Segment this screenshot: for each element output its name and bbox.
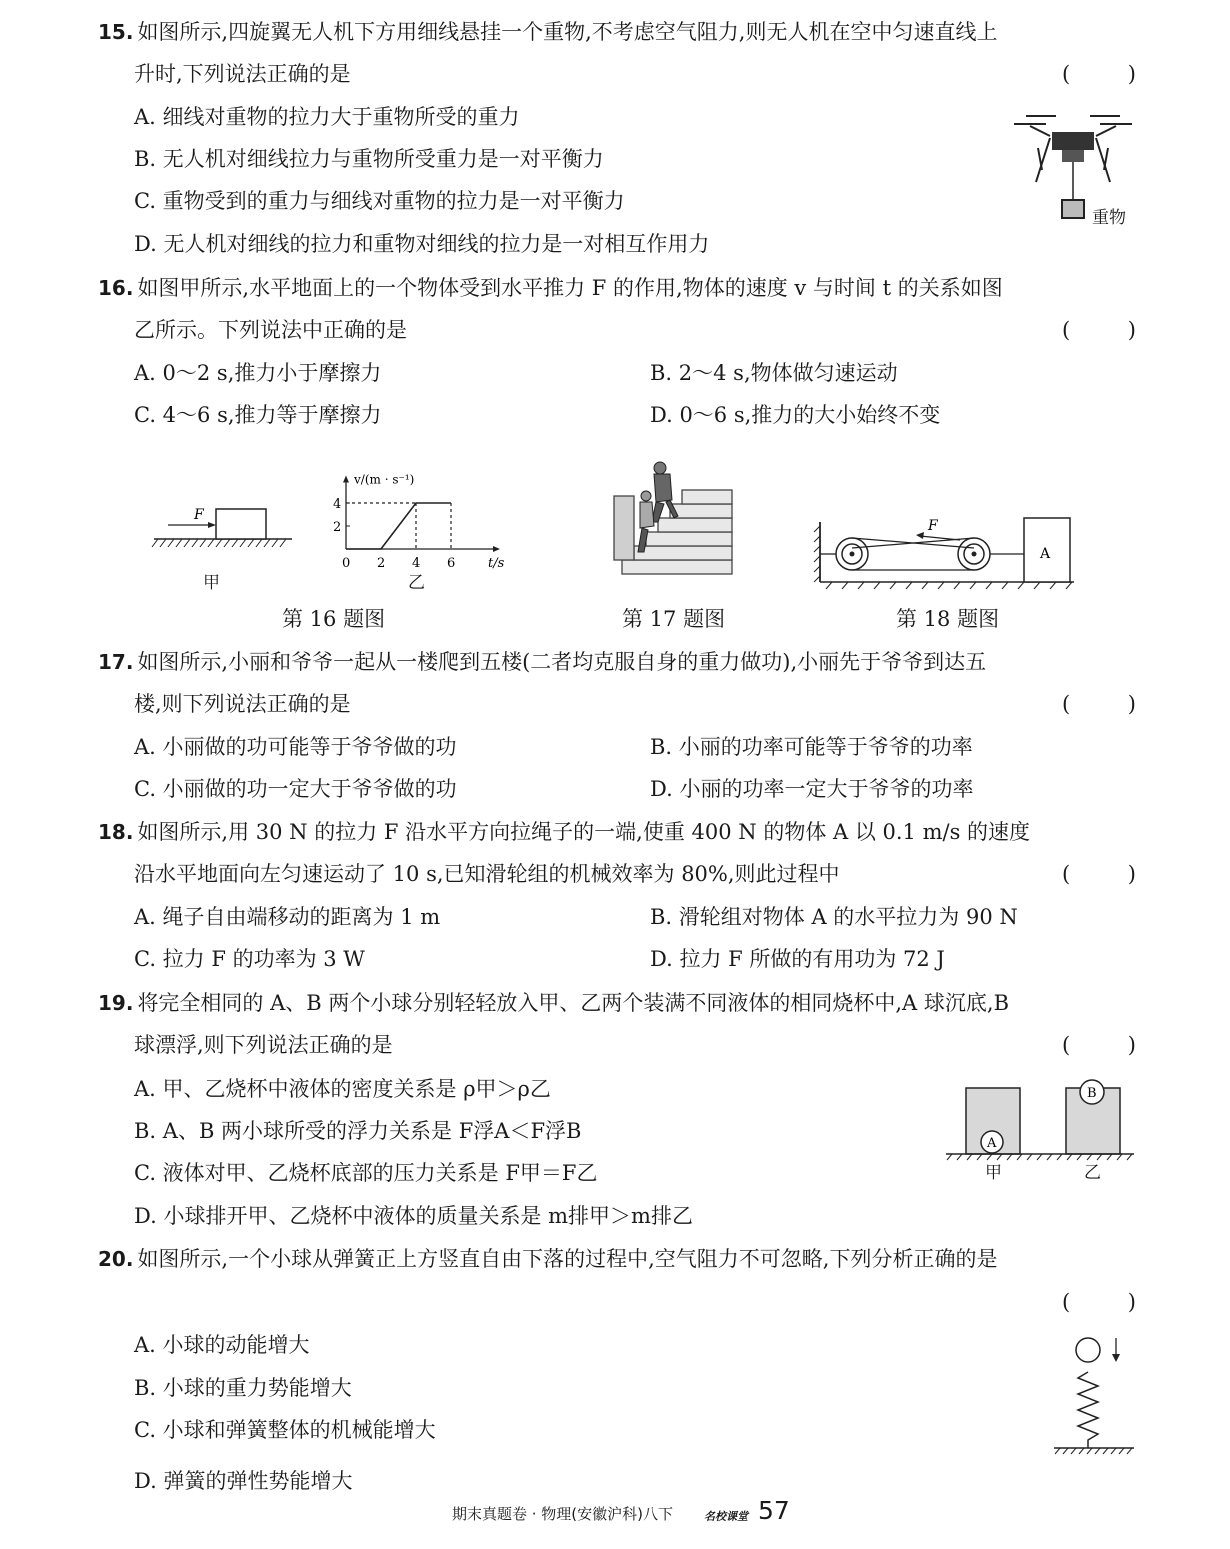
page-number: 57 (758, 1496, 790, 1525)
pulley-figure (812, 512, 1078, 592)
beaker-yi-label: 乙 (1084, 1163, 1101, 1183)
y-tick-label: 2 (333, 520, 342, 535)
q19-option-d: D. 小球排开甲、乙烧杯中液体的质量关系是 m排甲＞m排乙 (134, 1204, 693, 1228)
x-tick-label: 6 (447, 556, 456, 571)
q15-option-b: B. 无人机对细线拉力与重物所受重力是一对平衡力 (134, 147, 604, 171)
beaker-jia-label: 甲 (985, 1163, 1002, 1183)
q18-option-b: B. 滑轮组对物体 A 的水平拉力为 90 N (650, 905, 1018, 929)
question-number: 17. (98, 650, 134, 674)
question-number: 20. (98, 1247, 134, 1271)
q17-option-b: B. 小丽的功率可能等于爷爷的功率 (650, 735, 973, 759)
y-axis-label: v/(m · s⁻¹) (354, 472, 415, 487)
q18-option-c: C. 拉力 F 的功率为 3 W (134, 947, 365, 971)
push-block-figure (150, 495, 300, 555)
q17-option-d: D. 小丽的功率一定大于爷爷的功率 (650, 777, 974, 801)
q16-stem-line2: 乙所示。下列说法中正确的是 (134, 318, 407, 342)
q16-option-c: C. 4～6 s,推力等于摩擦力 (134, 403, 382, 427)
q18-stem-line1: 18. 如图所示,用 30 N 的拉力 F 沿水平方向拉绳子的一端,使重 400 N 的物体 A 以 0.1 m/s 的速度 (98, 820, 1031, 844)
q15-option-c: C. 重物受到的重力与细线对重物的拉力是一对平衡力 (134, 189, 625, 213)
q17-stem-line1: 17. 如图所示,小丽和爷爷一起从一楼爬到五楼(二者均克服自身的重力做功),小丽先于爷爷到达五 (98, 650, 987, 674)
answer-bracket: ( ) (1062, 1290, 1136, 1314)
q20-option-b: B. 小球的重力势能增大 (134, 1376, 352, 1400)
beakers-figure (944, 1074, 1136, 1166)
q17-option-a: A. 小丽做的功可能等于爷爷做的功 (134, 735, 457, 759)
y-tick-label: 4 (333, 497, 342, 512)
x-tick-label: 2 (377, 556, 386, 571)
x-axis-arrow (493, 546, 500, 552)
q15-stem-line1: 15. 如图所示,四旋翼无人机下方用细线悬挂一个重物,不考虑空气阻力,则无人机在空中匀速直线上 (98, 20, 998, 44)
q20-option-a: A. 小球的动能增大 (134, 1333, 310, 1357)
q17-option-c: C. 小丽做的功一定大于爷爷做的功 (134, 777, 457, 801)
q16-option-b: B. 2～4 s,物体做匀速运动 (650, 361, 898, 385)
fig16-yi-label: 乙 (408, 573, 425, 593)
ball-a-label: A (987, 1136, 997, 1151)
velocity-time-chart (330, 448, 525, 573)
question-number: 15. (98, 20, 134, 44)
question-number: 18. (98, 820, 134, 844)
q18-stem-line2: 沿水平地面向左匀速运动了 10 s,已知滑轮组的机械效率为 80%,则此过程中 (134, 862, 840, 886)
y-axis-arrow (343, 476, 349, 483)
x-tick-label: 4 (412, 556, 421, 571)
fig16-caption: 第 16 题图 (282, 607, 386, 631)
q19-stem-line1: 19. 将完全相同的 A、B 两个小球分别轻轻放入甲、乙两个装满不同液体的相同烧杯中,A 球沉底,B (98, 991, 1010, 1015)
q15-stem-line2: 升时,下列说法正确的是 (134, 62, 351, 86)
q16-option-a: A. 0～2 s,推力小于摩擦力 (134, 361, 382, 385)
velocity-line (346, 503, 451, 549)
answer-bracket: ( ) (1062, 1033, 1136, 1057)
q18-option-d: D. 拉力 F 所做的有用功为 72 J (650, 947, 945, 971)
footer-text: 期末真题卷 · 物理(安徽沪科)八下 (452, 1505, 674, 1523)
answer-bracket: ( ) (1062, 318, 1136, 342)
q17-stem-line2: 楼,则下列说法正确的是 (134, 692, 351, 716)
q20-stem-line1: 20. 如图所示,一个小球从弹簧正上方竖直自由下落的过程中,空气阻力不可忽略,下列分析正确的是 (98, 1247, 998, 1271)
q19-stem-line2: 球漂浮,则下列说法正确的是 (134, 1033, 393, 1057)
q19-option-a: A. 甲、乙烧杯中液体的密度关系是 ρ甲＞ρ乙 (134, 1077, 551, 1101)
stairs-figure (612, 456, 736, 580)
weight-label: 重物 (1092, 208, 1126, 228)
q16-stem-line1: 16. 如图甲所示,水平地面上的一个物体受到水平推力 F 的作用,物体的速度 v 与时间 t 的关系如图 (98, 276, 1003, 300)
fig17-caption: 第 17 题图 (622, 607, 726, 631)
spring-figure (1050, 1332, 1136, 1462)
question-number: 16. (98, 276, 134, 300)
answer-bracket: ( ) (1062, 862, 1136, 886)
x-axis-label: t/s (488, 556, 505, 571)
answer-bracket: ( ) (1062, 62, 1136, 86)
question-number: 19. (98, 991, 134, 1015)
block-a-label: A (1040, 546, 1051, 562)
ball-b-label: B (1087, 1086, 1097, 1101)
x-tick-label: 0 (342, 556, 351, 571)
force-label: F (928, 518, 938, 534)
q15-option-a: A. 细线对重物的拉力大于重物所受的重力 (134, 105, 520, 129)
answer-bracket: ( ) (1062, 692, 1136, 716)
q20-option-d: D. 弹簧的弹性势能增大 (134, 1469, 353, 1493)
q18-option-a: A. 绳子自由端移动的距离为 1 m (134, 905, 441, 929)
force-label: F (194, 507, 204, 523)
q19-option-c: C. 液体对甲、乙烧杯底部的压力关系是 F甲＝F乙 (134, 1161, 598, 1185)
fig18-caption: 第 18 题图 (896, 607, 1000, 631)
fig16-jia-label: 甲 (203, 573, 220, 593)
q19-option-b: B. A、B 两小球所受的浮力关系是 F浮A＜F浮B (134, 1119, 582, 1143)
q15-option-d: D. 无人机对细线的拉力和重物对细线的拉力是一对相互作用力 (134, 232, 710, 256)
q16-option-d: D. 0～6 s,推力的大小始终不变 (650, 403, 941, 427)
brand-logo: 名校课堂 (704, 1510, 748, 1523)
q20-option-c: C. 小球和弹簧整体的机械能增大 (134, 1418, 436, 1442)
